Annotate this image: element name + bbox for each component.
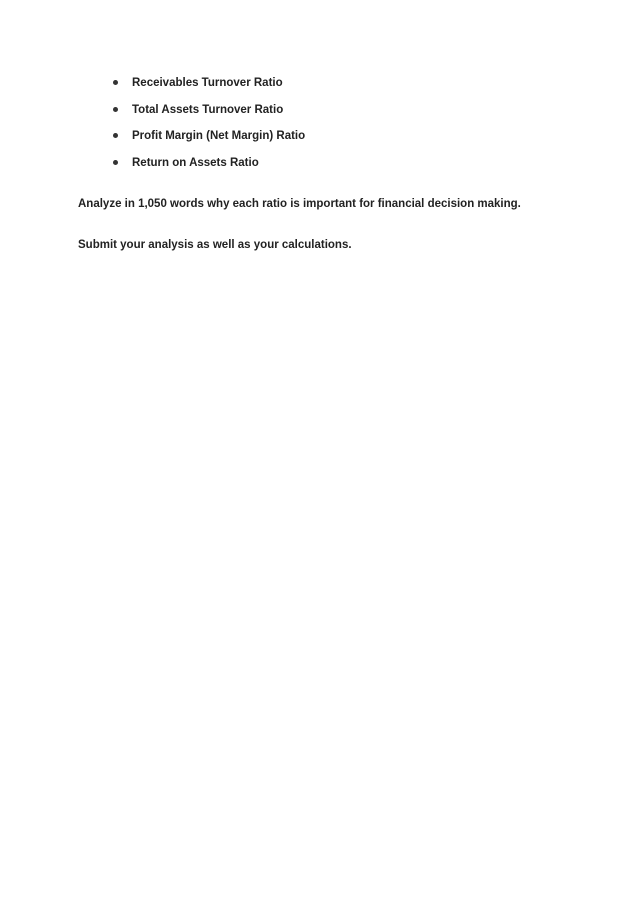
list-item-text: Profit Margin (Net Margin) Ratio (132, 130, 306, 142)
list-item-text: Return on Assets Ratio (132, 156, 259, 169)
bullet-icon (113, 133, 118, 138)
bullet-icon (113, 107, 118, 112)
list-item-text: Receivables Turnover Ratio (132, 77, 283, 89)
list-item (111, 127, 305, 154)
submission-instruction: Submit your analysis as well as your calculations. (78, 239, 352, 251)
list-item (111, 154, 305, 181)
bullet-icon (113, 160, 118, 165)
list-item (111, 74, 305, 101)
analysis-instruction: Analyze in 1,050 words why each ratio is important for financial decision making. (78, 198, 521, 210)
list-item (111, 101, 305, 128)
list-item-text: Total Assets Turnover Ratio (132, 103, 284, 116)
ratio-bullet-list (111, 74, 305, 180)
bullet-icon (113, 80, 118, 85)
